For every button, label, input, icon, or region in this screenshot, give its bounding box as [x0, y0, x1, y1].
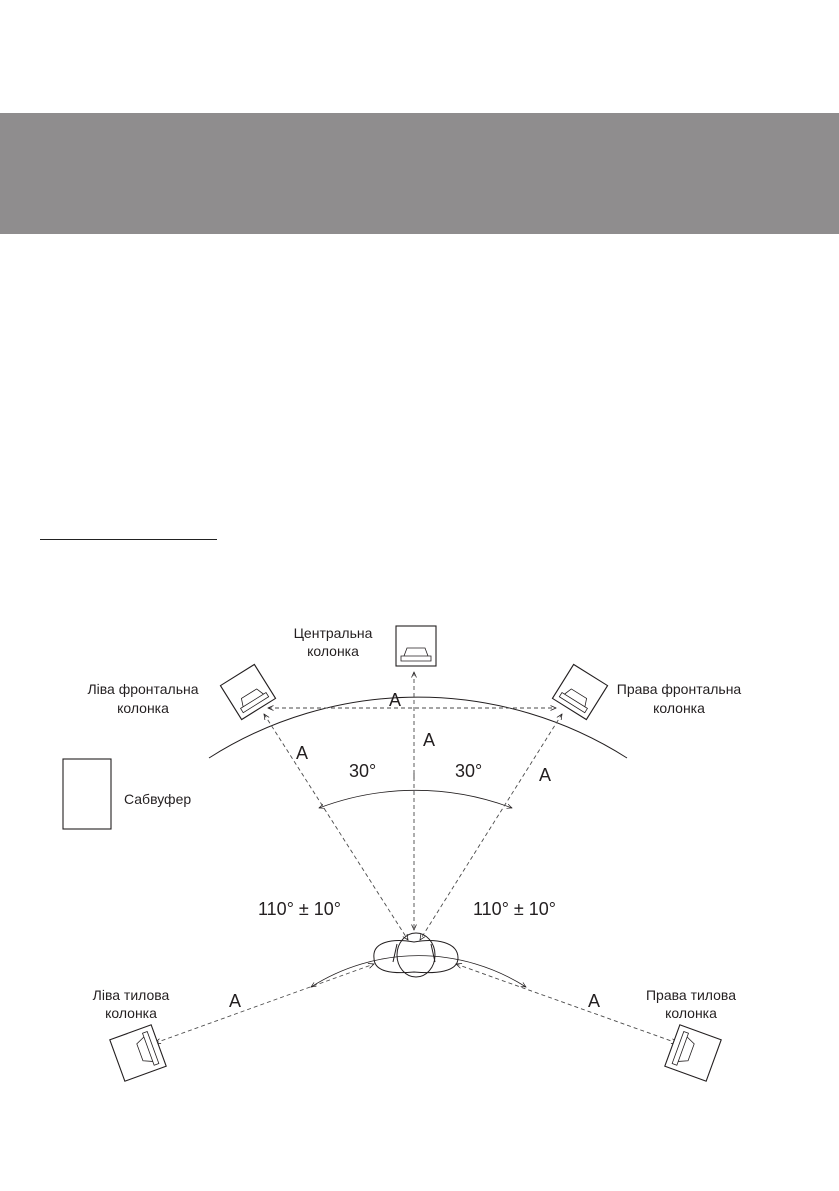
distance-a-front: A — [389, 690, 402, 710]
front-left-label-line1: Ліва фронтальна — [87, 681, 199, 697]
angle-rear-left: 110° ± 10° — [258, 899, 341, 919]
subwoofer-icon — [63, 759, 111, 829]
angle-rear-right: 110° ± 10° — [473, 899, 556, 919]
distance-a-rear-right: A — [588, 991, 601, 1011]
front-right-label-line1: Права фронтальна — [616, 681, 742, 697]
distance-a-left: A — [296, 743, 309, 763]
distance-a-right: A — [539, 765, 552, 785]
subwoofer-label: Сабвуфер — [124, 791, 192, 807]
angle-front-right: 30° — [455, 761, 483, 781]
rear-left-label-line1: Ліва тилова — [92, 987, 170, 1003]
center-speaker-label-line1: Центральна — [293, 625, 373, 641]
distance-a-rear-left: A — [229, 991, 242, 1011]
rear-left-label-line2: колонка — [105, 1005, 157, 1021]
rear-right-speaker-icon — [665, 1025, 721, 1081]
distance-line-rear-left — [155, 964, 374, 1043]
rear-right-label-line1: Права тилова — [645, 987, 737, 1003]
center-speaker-icon — [396, 626, 436, 666]
distance-a-center: A — [423, 730, 436, 750]
rear-angle-arc — [311, 956, 526, 987]
front-left-speaker-icon — [220, 664, 275, 719]
angle-front-left: 30° — [349, 761, 377, 781]
rear-right-label-line2: колонка — [665, 1005, 717, 1021]
rear-left-speaker-icon — [110, 1025, 166, 1081]
front-right-label-line2: колонка — [653, 700, 705, 716]
front-right-speaker-icon — [552, 664, 607, 719]
listener-icon — [374, 933, 458, 977]
center-speaker-label-line2: колонка — [307, 643, 359, 659]
distance-line-rear-right — [456, 964, 677, 1043]
front-angle-arc — [319, 790, 512, 808]
front-left-label-line2: колонка — [117, 700, 169, 716]
